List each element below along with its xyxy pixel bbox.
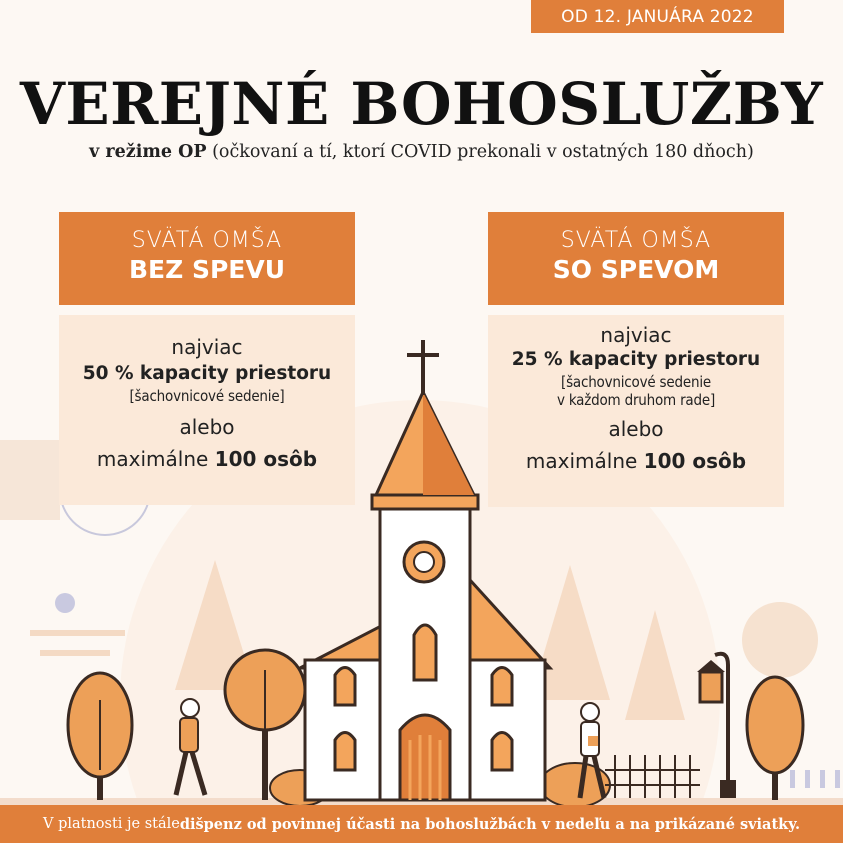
seating-note: [šachovnicové sedenie] (129, 387, 285, 405)
deco-line (30, 630, 125, 636)
max-persons (59, 447, 355, 471)
or-label: alebo (179, 415, 235, 439)
card-header-with-singing (488, 212, 784, 305)
card-header-line2: BEZ SPEVU (128, 255, 286, 284)
deco-line (40, 650, 110, 656)
card-header-line2: SO SPEVOM (552, 255, 720, 284)
card-header-no-singing (59, 212, 355, 305)
or-label: alebo (608, 417, 664, 441)
deco-dot (55, 593, 75, 613)
footer-dispensation: dišpenz od povinnej účasti na bohoslužbách v nedeľu a na prikázané sviatky. (179, 815, 801, 833)
max-prefix: maximálne (96, 447, 215, 471)
limit-label: najviac (171, 335, 243, 359)
tree-icon (68, 673, 132, 800)
background-block (0, 440, 60, 520)
card-body-no-singing (59, 315, 355, 505)
card-header-line1: SVÄTÁ OMŠA (131, 228, 283, 253)
card-body-with-singing (488, 315, 784, 507)
footer-notice (0, 805, 843, 843)
deco-stripes (790, 770, 840, 788)
max-value: 100 osôb (643, 449, 747, 473)
page-title: VEREJNÉ BOHOSLUŽBY (19, 70, 824, 138)
limit-label: najviac (600, 323, 672, 347)
date-badge: OD 12. JANUÁRA 2022 (531, 0, 784, 33)
subtitle-description: (očkovaní a tí, ktorí COVID prekonali v ostatných 180 dňoch) (206, 142, 754, 162)
max-persons (488, 449, 784, 473)
card-header-line1: SVÄTÁ OMŠA (560, 228, 712, 253)
max-prefix: maximálne (525, 449, 644, 473)
seating-note-line2: v každom druhom rade] (556, 391, 716, 409)
page-subtitle (0, 142, 843, 162)
capacity-text: 25 % kapacity priestoru (511, 349, 761, 370)
subtitle-mode: v režime OP (89, 142, 207, 162)
capacity-text: 50 % kapacity priestoru (82, 363, 332, 384)
footer-prefix: V platnosti je stále (42, 816, 180, 832)
seating-note: [šachovnicové sedenie (561, 373, 711, 391)
deco-circle-right (742, 602, 818, 678)
max-value: 100 osôb (214, 447, 318, 471)
